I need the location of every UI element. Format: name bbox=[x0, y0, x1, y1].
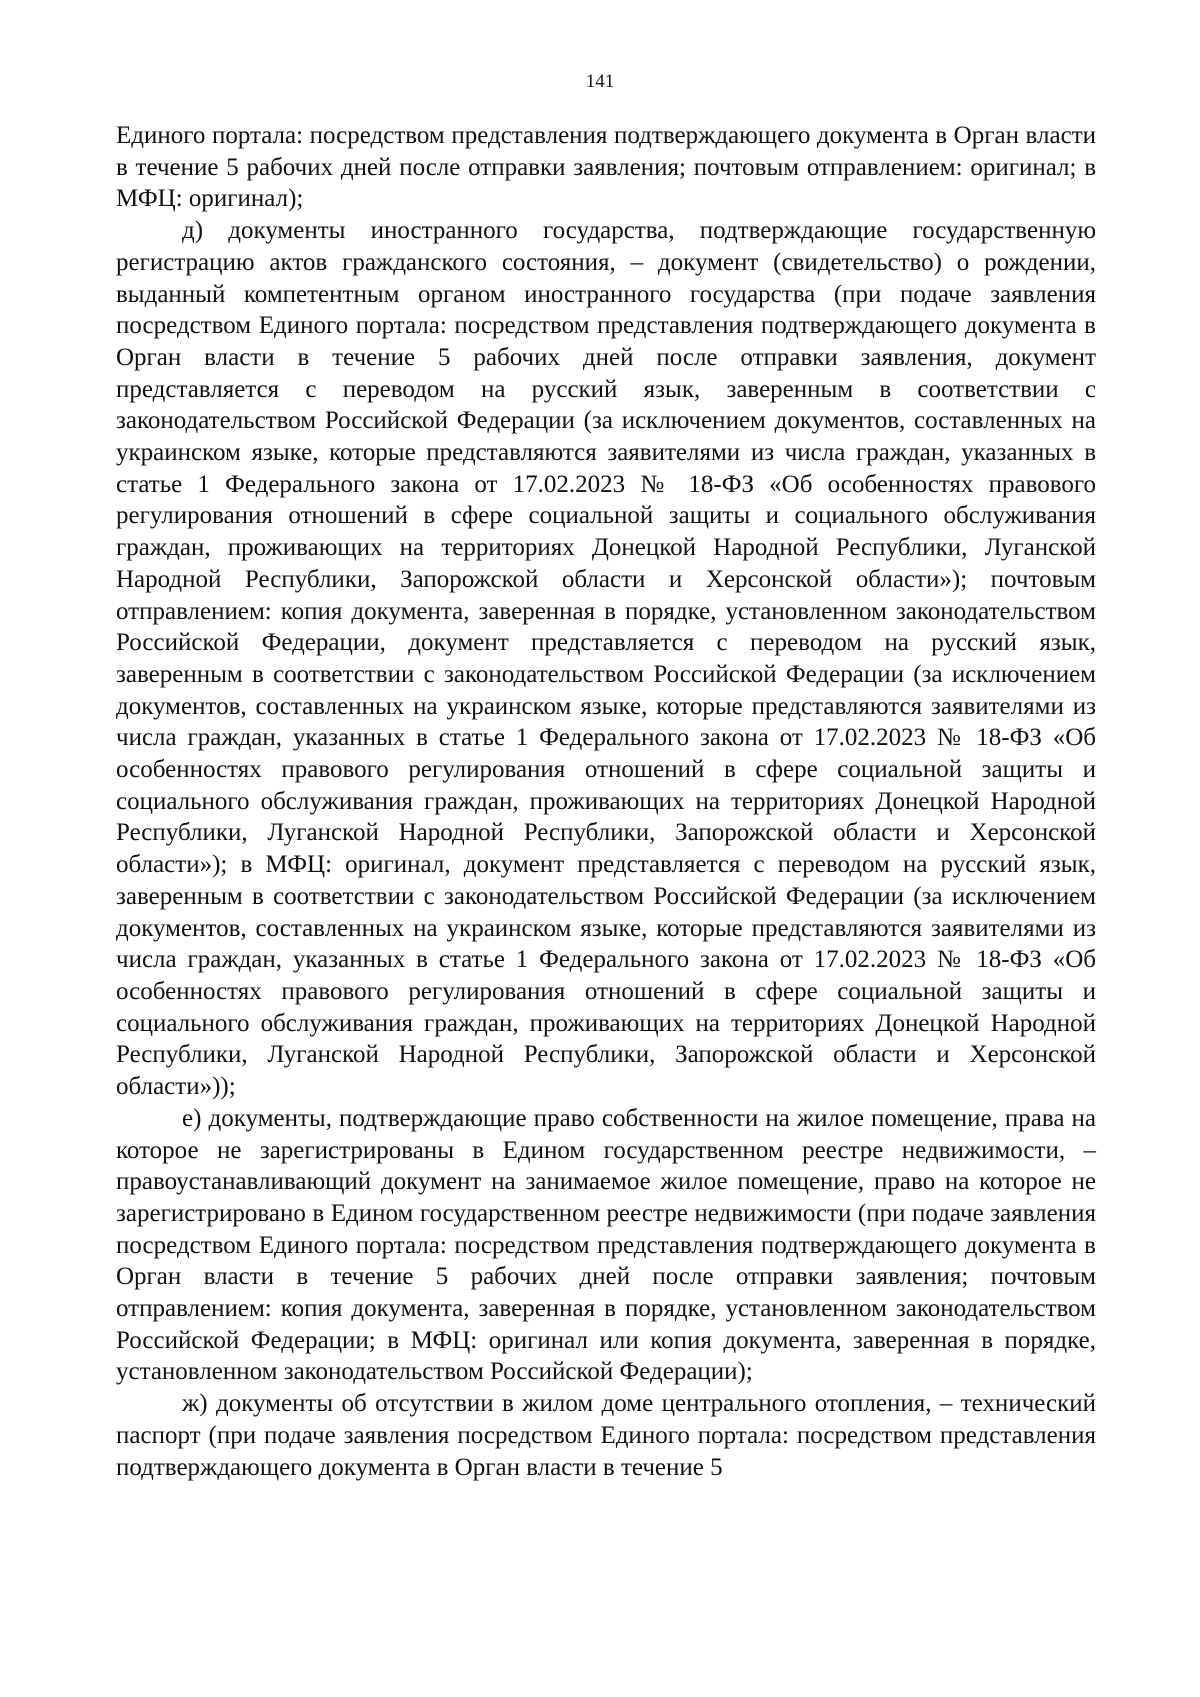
document-body bbox=[116, 120, 1096, 1483]
page-number: 141 bbox=[585, 71, 615, 92]
paragraph-item-d: д) документы иностранного государства, подтверждающие государственную регистрацию актов гражданского состояния, – документ (свидетельство) о рождении, выданный компетентным органом иностранного государства (при подаче заявления посредством Единого портала: посредством представления подтверждающего документа в Орган власти в течение 5 рабочих дней после отправки заявления, документ представляется с переводом на русский язык, заверенным в соответствии с законодательством Российской Федерации (за исключением документов, составленных на украинском языке, которые представляются заявителями из числа граждан, указанных в статье 1 Федерального закона от 17.02.2023 № 18-ФЗ «Об особенностях правового регулирования отношений в сфере социальной защиты и социального обслуживания граждан, проживающих на территориях Донецкой Народной Республики, Луганской Народной Республики, Запорожской области и Херсонской области»); почтовым отправлением: копия документа, заверенная в порядке, установленном законодательством Российской Федерации, документ представляется с переводом на русский язык, заверенным в соответствии с законодательством Российской Федерации (за исключением документов, составленных на украинском языке, которые представляются заявителями из числа граждан, указанных в статье 1 Федерального закона от 17.02.2023 № 18-ФЗ «Об особенностях правового регулирования отношений в сфере социальной защиты и социального обслуживания граждан, проживающих на территориях Донецкой Народной Республики, Луганской Народной Республики, Запорожской области и Херсонской области»); в МФЦ: оригинал, документ представляется с переводом на русский язык, заверенным в соответствии с законодательством Российской Федерации (за исключением документов, составленных на украинском языке, которые представляются заявителями из числа граждан, указанных в статье 1 Федерального закона от 17.02.2023 № 18-ФЗ «Об особенностях правового регулирования отношений в сфере социальной защиты и социального обслуживания граждан, проживающих на территориях Донецкой Народной Республики, Луганской Народной Республики, Запорожской области и Херсонской области»)); bbox=[116, 217, 1096, 1101]
paragraph-item-zh: ж) документы об отсутствии в жилом доме центрального отопления, – технический паспорт (при подаче заявления посредством Единого портала: посредством представления подтверждающего документа в Орган власти в течение 5 bbox=[116, 1390, 1096, 1481]
paragraph-item-e: е) документы, подтверждающие право собственности на жилое помещение, права на которое не зарегистрированы в Едином государственном реестре недвижимости, – правоустанавливающий документ на занимаемое жилое помещение, право на которое не зарегистрировано в Едином государственном реестре недвижимости (при подаче заявления посредством Единого портала: посредством представления подтверждающего документа в Орган власти в течение 5 рабочих дней после отправки заявления; почтовым отправлением: копия документа, заверенная в порядке, установленном законодательством Российской Федерации; в МФЦ: оригинал или копия документа, заверенная в порядке, установленном законодательством Российской Федерации); bbox=[116, 1104, 1096, 1386]
paragraph-continuation: Единого портала: посредством представления подтверждающего документа в Орган власти в течение 5 рабочих дней после отправки заявления; почтовым отправлением: оригинал; в МФЦ: оригинал); bbox=[116, 122, 1096, 213]
